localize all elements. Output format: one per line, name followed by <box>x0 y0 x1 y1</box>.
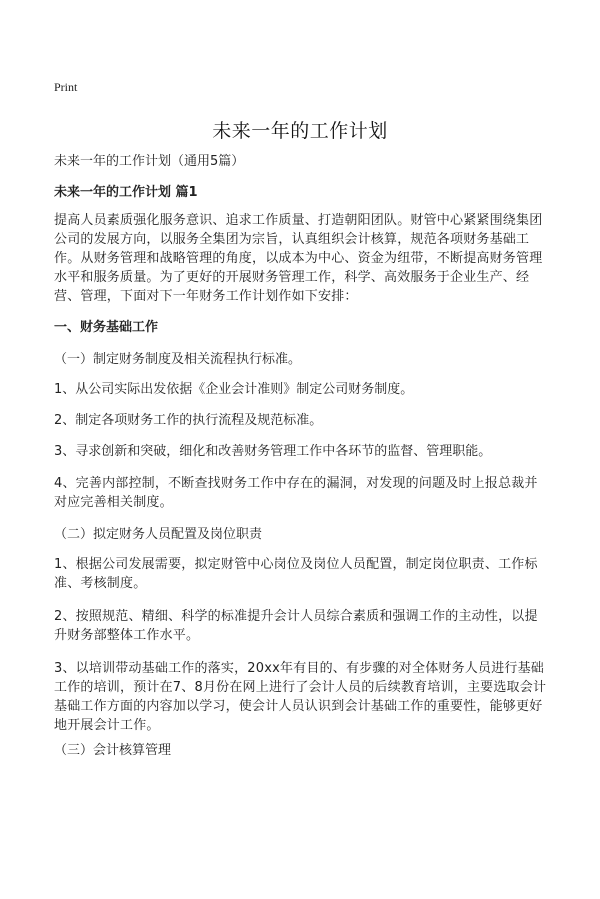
list-item: 2、按照规范、精细、科学的标准提升会计人员综合素质和强调工作的主动性，以提升财务部整体工作水平。 <box>54 609 538 643</box>
list-item: 3、以培训带动基础工作的落实，20xx年有目的、有步骤的对全体财务人员进行基础工作的培训，预计在7、8月份在网上进行了会计人员的后续教育培训，主要选取会计基础工作方面的内容加以学习，使会计人员认识到会计基础工作的重要性，能够更好地开展会计工作。 <box>54 661 547 733</box>
list-item: 3、寻求创新和突破，细化和改善财务管理工作中各环节的监督、管理职能。 <box>54 444 492 459</box>
list-item: 1、根据公司发展需要，拟定财管中心岗位及岗位人员配置，制定岗位职责、工作标准、考核制度。 <box>54 557 538 591</box>
subsection-heading: （三）会计核算管理 <box>54 743 172 758</box>
subtitle: 未来一年的工作计划（通用5篇） <box>54 154 245 169</box>
intro-paragraph: 提高人员素质强化服务意识、追求工作质量、打造朝阳团队。财管中心紧紧围绕集团公司的发展方向，以服务全集团为宗旨，认真组织会计核算，规范各项财务基础工作。从财务管理和战略管理的角度，以成本为中心、资金为纽带，不断提高财务管理水平和服务质量。为了更好的开展财务管理工作，科学、高效服务于企业生产、经营、管理，下面对下一年财务工作计划作如下安排： <box>54 213 543 304</box>
section-heading: 一、财务基础工作 <box>54 320 159 335</box>
page-title: 未来一年的工作计划 <box>212 120 388 142</box>
subsection-heading: （二）拟定财务人员配置及岗位职责 <box>54 527 263 542</box>
subsection-heading: （一）制定财务制度及相关流程执行标准。 <box>54 352 302 367</box>
print-label[interactable]: Print <box>54 80 78 94</box>
article-heading: 未来一年的工作计划 篇1 <box>54 185 198 200</box>
list-item: 1、从公司实际出发依据《企业会计准则》制定公司财务制度。 <box>54 382 414 397</box>
list-item: 2、制定各项财务工作的执行流程及规范标准。 <box>54 413 323 428</box>
list-item: 4、完善内部控制，不断查找财务工作中存在的漏洞，对发现的问题及时上报总裁并对应完善相关制度。 <box>54 476 538 510</box>
